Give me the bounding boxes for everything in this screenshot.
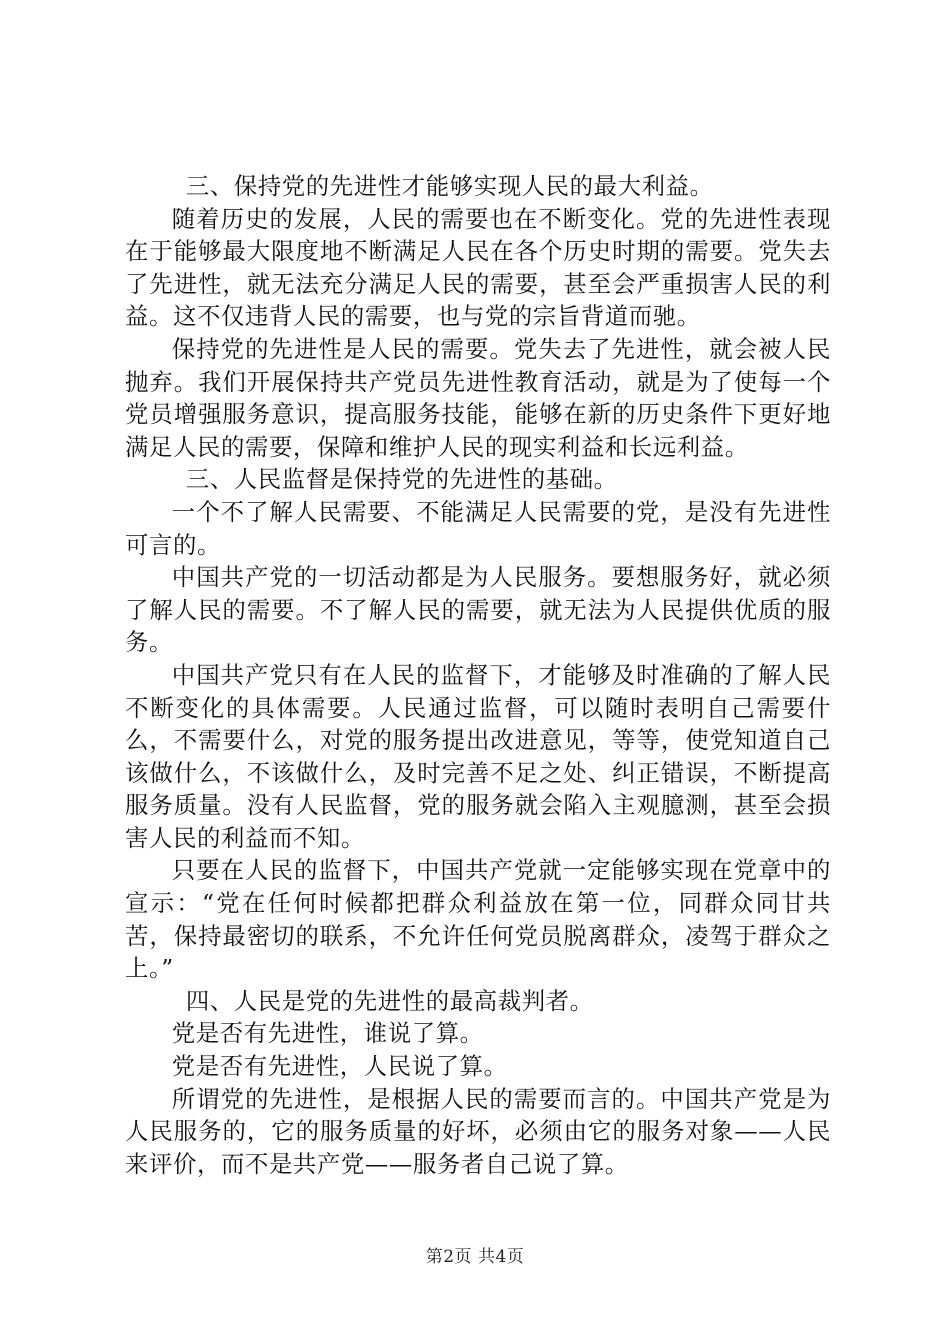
paragraph: 保持党的先进性是人民的需要。党失去了先进性，就会被人民抛弃。我们开展保持共产党员先进性教育活动，就是为了使每一个党员增强服务意识，提高服务技能，能够在新的历史条件下更好地满足人民的需要，保障和维护人民的现实利益和长远利益。 [125,334,831,461]
document-body [125,170,831,1180]
paragraph: 中国共产党只有在人民的监督下，才能够及时准确的了解人民不断变化的具体需要。人民通过监督，可以随时表明自己需要什么，不需要什么，对党的服务提出改进意见，等等，使党知道自己该做什么，不该做什么，及时完善不足之处、纠正错误，不断提高服务质量。没有人民监督，党的服务就会陷入主观臆测，甚至会损害人民的利益而不知。 [125,660,831,852]
paragraph: 只要在人民的监督下，中国共产党就一定能够实现在党章中的宣示：“党在任何时候都把群众利益放在第一位，同群众同甘共苦，保持最密切的联系，不允许任何党员脱离群众，凌驾于群众之上。” [125,856,831,983]
paragraph: 党是否有先进性，谁说了算。 [171,1019,484,1048]
paragraph: 随着历史的发展，人民的需要也在不断变化。党的先进性表现在于能够最大限度地不断满足人民在各个历史时期的需要。党失去了先进性，就无法充分满足人民的需要，甚至会严重损害人民的利益。这不仅违背人民的需要，也与党的宗旨背道而驰。 [125,204,831,331]
paragraph: 党是否有先进性，人民说了算。 [171,1052,508,1081]
paragraph: 一个不了解人民需要、不能满足人民需要的党，是没有先进性可言的。 [125,497,831,559]
paragraph: 所谓党的先进性，是根据人民的需要而言的。中国共产党是为人民服务的，它的服务质量的好坏，必须由它的服务对象——人民来评价，而不是共产党——服务者自己说了算。 [125,1084,831,1178]
section-heading: 三、保持党的先进性才能够实现人民的最大利益。 [185,172,714,200]
page-number-footer: 第2页 共4页 [425,1247,525,1267]
section-heading: 三、人民监督是保持党的先进性的基础。 [185,465,618,494]
paragraph: 中国共产党的一切活动都是为人民服务。要想服务好，就必须了解人民的需要。不了解人民的需要，就无法为人民提供优质的服务。 [125,563,831,657]
section-heading: 四、人民是党的先进性的最高裁判者。 [185,986,594,1015]
